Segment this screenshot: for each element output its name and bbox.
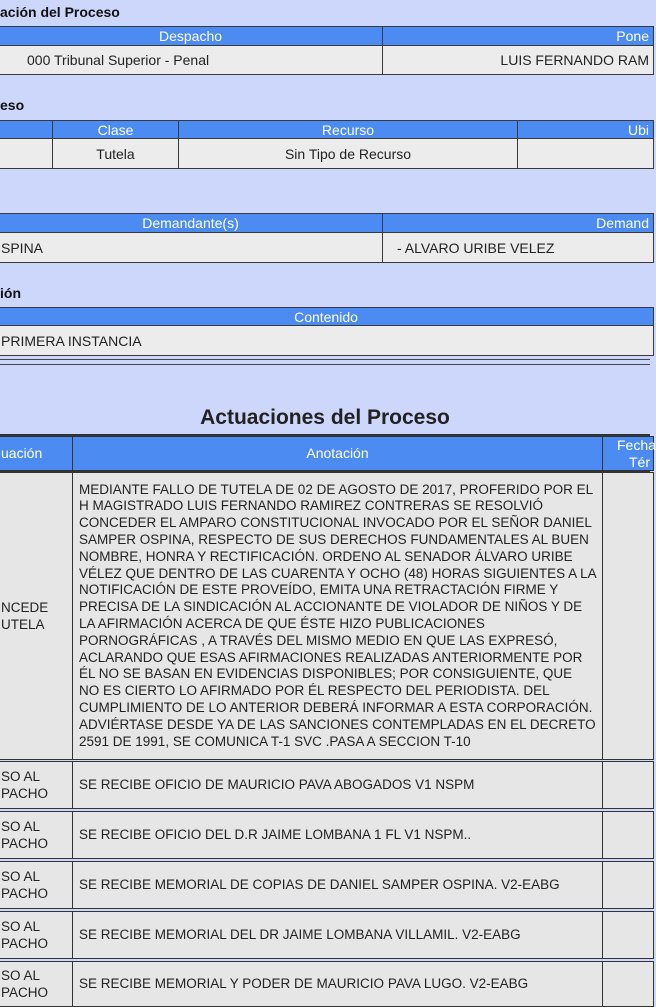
header-despacho: Despacho bbox=[0, 26, 383, 46]
actuacion-line1: SO AL bbox=[1, 769, 41, 784]
actuacion-line2: PACHO bbox=[1, 936, 49, 951]
table-row-anotacion: SE RECIBE OFICIO DE MAURICIO PAVA ABOGADOS V1 NSPM bbox=[72, 761, 603, 809]
table-row-fecha bbox=[602, 761, 654, 809]
table-row-fecha bbox=[602, 961, 654, 1007]
table-row-anotacion: SE RECIBE MEMORIAL DEL DR JAIME LOMBANA VILLAMIL. V2-EABG bbox=[72, 911, 603, 959]
actuacion-line2: UTELA bbox=[1, 617, 45, 632]
cell-proceso-blank bbox=[0, 138, 53, 169]
cell-ponente: LUIS FERNANDO RAM bbox=[382, 45, 654, 75]
header-fecha-termino bbox=[602, 436, 654, 471]
actuacion-line2: PACHO bbox=[1, 985, 49, 1000]
table-row-actuacion bbox=[0, 761, 73, 809]
table-row-fecha bbox=[602, 911, 654, 959]
section-title-proceso: eso bbox=[0, 97, 25, 113]
table-row-fecha bbox=[602, 811, 654, 859]
cell-ubicacion bbox=[517, 138, 654, 169]
actuacion-line2: PACHO bbox=[1, 786, 49, 801]
section-title-info: ación del Proceso bbox=[0, 4, 120, 20]
header-anotacion: Anotación bbox=[72, 436, 603, 471]
actuacion-line2: PACHO bbox=[1, 886, 49, 901]
table-row-actuacion bbox=[0, 861, 73, 909]
header-demandantes: Demandante(s) bbox=[0, 213, 383, 233]
table-row-actuacion bbox=[0, 811, 73, 859]
actuacion-line1: SO AL bbox=[1, 819, 41, 834]
header-contenido: Contenido bbox=[0, 307, 654, 326]
header-fecha-line1: Fecha bbox=[617, 436, 656, 453]
section-title-ubicacion: ión bbox=[0, 285, 21, 301]
table-row-anotacion bbox=[72, 472, 603, 760]
separator bbox=[0, 364, 650, 365]
cell-demandado: - ALVARO URIBE VELEZ bbox=[382, 232, 654, 263]
table-row-anotacion: SE RECIBE OFICIO DEL D.R JAIME LOMBANA 1 FL V1 NSPM.. bbox=[72, 811, 603, 859]
table-row-anotacion: SE RECIBE MEMORIAL DE COPIAS DE DANIEL SAMPER OSPINA. V2-EABG bbox=[72, 861, 603, 909]
cell-clase: Tutela bbox=[52, 138, 179, 169]
table-row-actuacion bbox=[0, 911, 73, 959]
actuacion-line1: SO AL bbox=[1, 869, 41, 884]
cell-despacho: 000 Tribunal Superior - Penal bbox=[0, 45, 383, 75]
header-demandados: Demand bbox=[382, 213, 654, 233]
actuacion-line1: SO AL bbox=[1, 919, 41, 934]
actuacion-line1: SO AL bbox=[1, 968, 41, 983]
table-row-fecha bbox=[602, 472, 654, 760]
header-clase: Clase bbox=[52, 120, 179, 139]
table-row-fecha bbox=[602, 861, 654, 909]
cell-recurso: Sin Tipo de Recurso bbox=[178, 138, 518, 169]
actuacion-line1: NCEDE bbox=[1, 600, 49, 615]
table-row-actuacion bbox=[0, 961, 73, 1007]
header-ubicacion: Ubi bbox=[517, 120, 654, 139]
separator bbox=[0, 359, 650, 360]
table-row-actuacion bbox=[0, 472, 73, 760]
header-blank bbox=[0, 120, 53, 139]
header-actuacion: uación bbox=[0, 436, 73, 471]
table-row-anotacion: SE RECIBE MEMORIAL Y PODER DE MAURICIO PAVA LUGO. V2-EABG bbox=[72, 961, 603, 1007]
cell-contenido: PRIMERA INSTANCIA bbox=[0, 325, 654, 356]
actuaciones-title: Actuaciones del Proceso bbox=[200, 406, 450, 429]
cell-demandante: SPINA bbox=[0, 232, 383, 263]
actuacion-line2: PACHO bbox=[1, 836, 49, 851]
header-fecha-line2: Tér bbox=[629, 453, 650, 470]
header-ponente: Pone bbox=[382, 26, 654, 46]
anotacion-text: MEDIANTE FALLO DE TUTELA DE 02 DE AGOSTO DE 2017, PROFERIDO POR EL H MAGISTRADO LUIS FERNANDO RAMIREZ CONTRERAS SE RESOLVIÓ CONCEDER EL AMPARO CONSTITUCIONAL INVOCADO POR EL SEÑOR DANIEL SAMPER OSPINA, RESPECTO DE SUS DERECHOS FUNDAMENTALES AL BUEN NOMBRE, HONRA Y RECTIFICACIÓN. ORDENO AL SENADOR ÁLVARO URIBE VÉLEZ QUE DENTRO DE LAS CUARENTA Y OCHO (48) HORAS SIGUIENTES A LA NOTIFICACIÓN DE ESTE PROVEÍDO, EMITA UNA RETRACTACIÓN FIRME Y PRECISA DE LA SINDICACIÓN AL ACCIONANTE DE VIOLADOR DE NIÑOS Y DE LA AFIRMACIÓN ACERCA DE QUE ÉSTE HIZO PUBLICACIONES PORNOGRÁFICAS , A TRAVÉS DEL MISMO MEDIO EN QUE LAS EXPRESÓ, ACLARANDO QUE ESAS AFIRMACIONES REALIZADAS ANTERIORMENTE POR ÉL NO SE BASAN EN EVIDENCIAS DISPONIBLES; POR CONSIGUIENTE, QUE NO ES CIERTO LO AFIRMADO POR ÉL RESPECTO DEL PERIODISTA. DEL CUMPLIMIENTO DE LO ANTERIOR DEBERÁ INFORMAR A ESTA CORPORACIÓN. ADVIÉRTASE DESDE YA DE LAS SANCIONES CONTEMPLADAS EN EL DECRETO 2591 DE 1991, SE COMUNICA T-1 SVC .PASA A SECCION T-10 bbox=[79, 481, 596, 749]
header-recurso: Recurso bbox=[178, 120, 518, 139]
